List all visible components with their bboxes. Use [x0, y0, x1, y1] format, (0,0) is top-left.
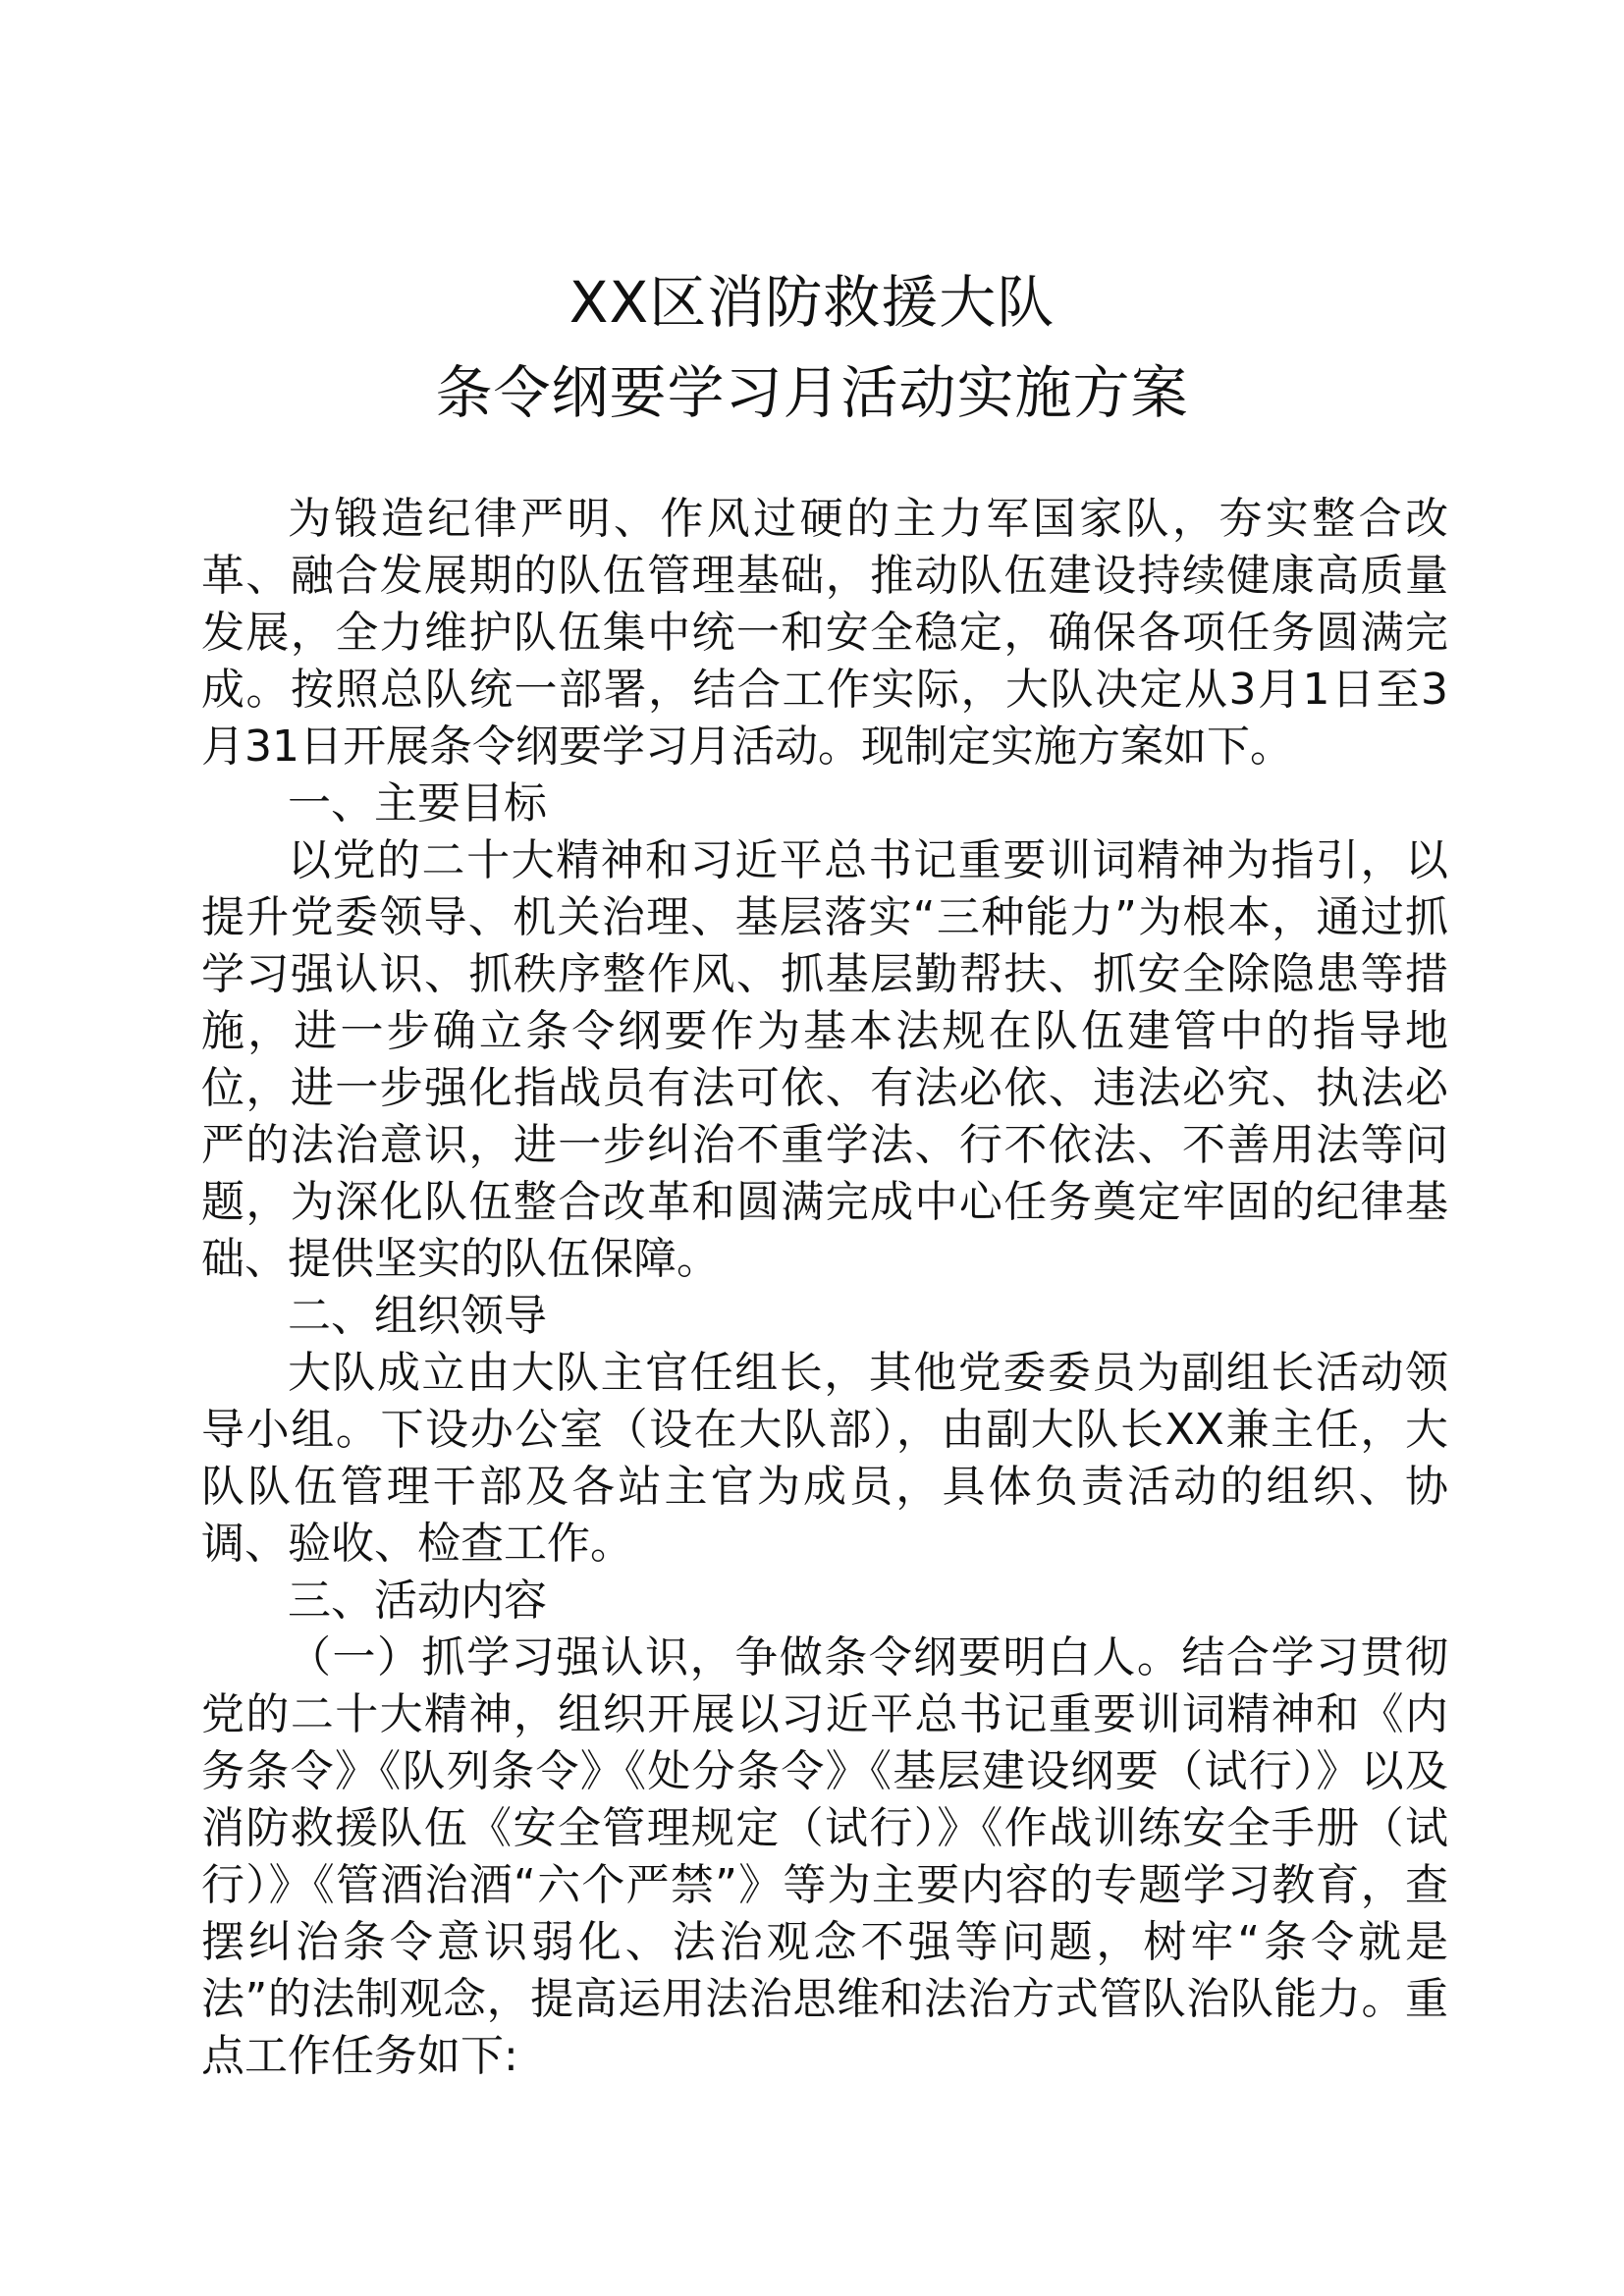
section-heading-organization: 二、组织领导 [288, 1291, 547, 1341]
activities-paragraph: （一）抓学习强认识，争做条令纲要明白人。结合学习贯彻党的二十大精神，组织开展以习近平总书记重要训词精神和《内务条令》《队列条令》《处分条令》《基层建设纲要（试行）》以及消防救援队伍《安全管理规定（试行）》《作战训练安全手册（试行）》《管酒治酒“六个严禁”》等为主要内容的专题学习教育，查摆纠治条令意识弱化、法治观念不强等问题，树牢“条令就是法”的法制观念，提高运用法治思维和法治方式管队治队能力。重点工作任务如下: [201, 1632, 1448, 2081]
document-body [201, 491, 1448, 2085]
document-title-line2: 条令纲要学习月活动实施方案 [435, 359, 1189, 426]
organization-paragraph: 大队成立由大队主官任组长，其他党委委员为副组长活动领导小组。下设办公室（设在大队部），由副大队长XX兼主任，大队队伍管理干部及各站主官为成员，具体负责活动的组织、协调、验收、检查工作。 [201, 1348, 1448, 1569]
document-title-line1: XX区消防救援大队 [568, 269, 1056, 336]
section-heading-activities: 三、活动内容 [288, 1575, 547, 1626]
section-heading-main-goals: 一、主要目标 [288, 778, 547, 828]
intro-paragraph: 为锻造纪律严明、作风过硬的主力军国家队，夯实整合改革、融合发展期的队伍管理基础，推动队伍建设持续健康高质量发展，全力维护队伍集中统一和安全稳定，确保各项任务圆满完成。按照总队统一部署，结合工作实际，大队决定从3月1日至3月31日开展条令纲要学习月活动。现制定实施方案如下。 [201, 494, 1448, 772]
main-goals-paragraph: 以党的二十大精神和习近平总书记重要训词精神为指引，以提升党委领导、机关治理、基层落实“三种能力”为根本，通过抓学习强认识、抓秩序整作风、抓基层勤帮扶、抓安全除隐患等措施，进一步确立条令纲要作为基本法规在队伍建管中的指导地位，进一步强化指战员有法可依、有法必依、违法必究、执法必严的法治意识，进一步纠治不重学法、行不依法、不善用法等问题，为深化队伍整合改革和圆满完成中心任务奠定牢固的纪律基础、提供坚实的队伍保障。 [201, 835, 1448, 1284]
